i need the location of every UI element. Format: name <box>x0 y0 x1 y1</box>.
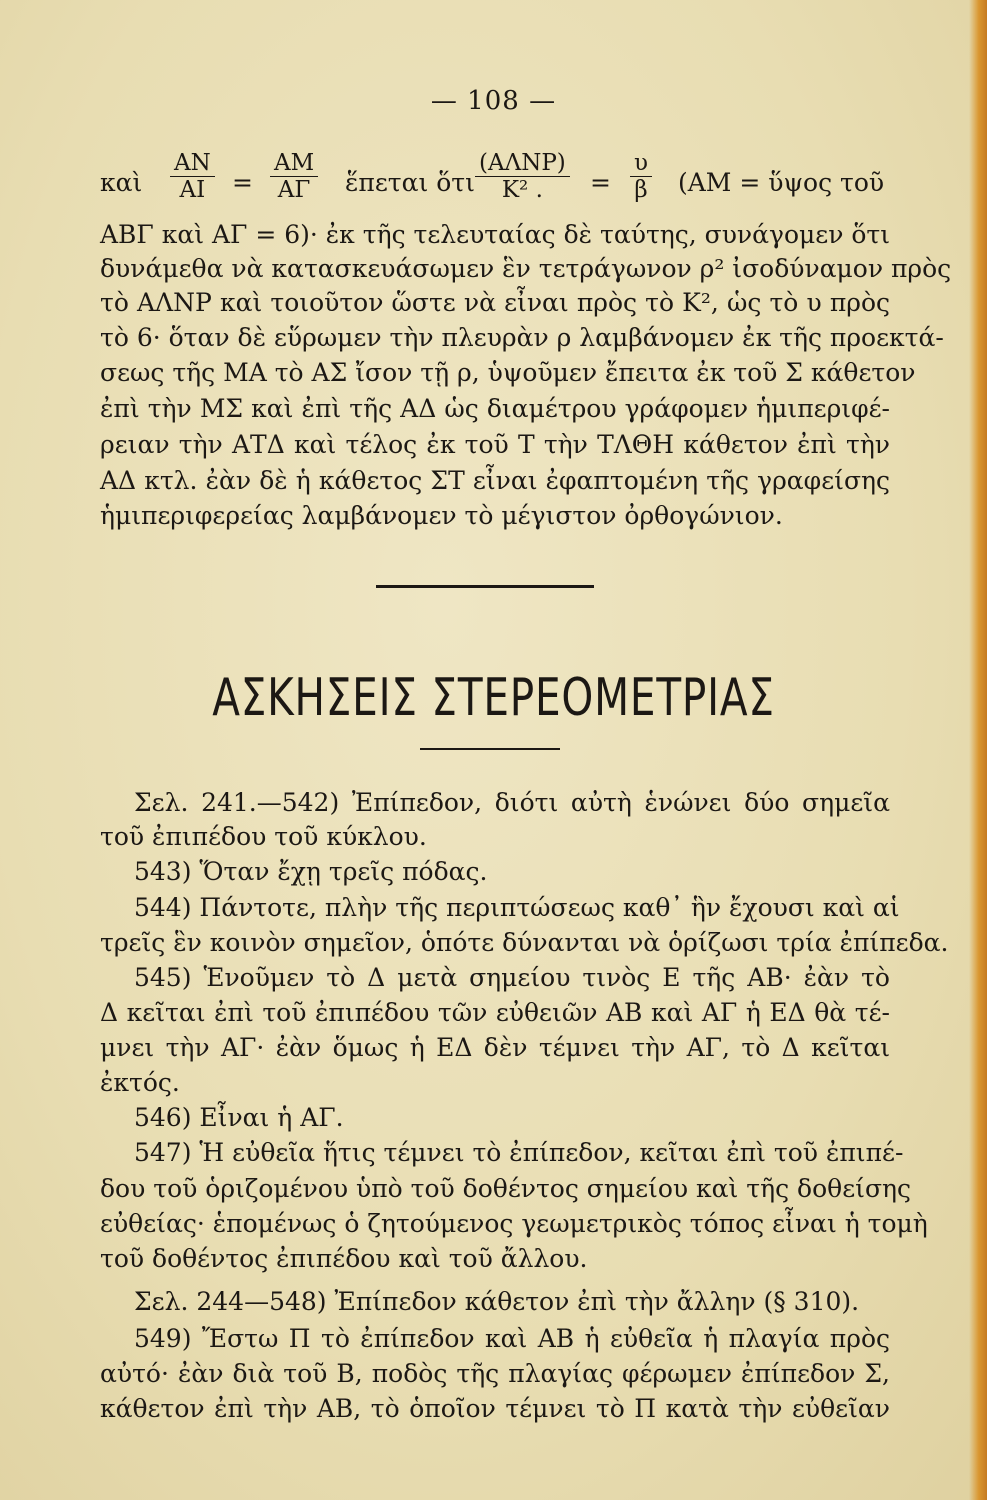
paragraph-line: σεως τῆς ΜΑ τὸ ΑΣ ἴσον τῇ ρ, ὑψοῦμεν ἔπειτα ἐκ τοῦ Σ κάθετον <box>100 358 916 387</box>
fraction-alnr-k2 <box>475 150 570 203</box>
fraction-denominator: Κ² . <box>501 177 543 203</box>
exercise-line: 549) Ἔστω Π τὸ ἐπίπεδον καὶ ΑΒ ἡ εὐθεῖα ἡ πλαγία πρὸς <box>134 1324 890 1353</box>
section-heading: ΑΣΚΗΣΕΙΣ ΣΤΕΡΕΟΜΕΤΡΙΑΣ <box>212 668 775 728</box>
fraction-denominator: β <box>634 177 648 203</box>
exercise-line: 543) Ὅταν ἔχῃ τρεῖς πόδας. <box>134 857 488 886</box>
exercise-line: 544) Πάντοτε, πλὴν τῆς περιπτώσεως καθ᾽ ἣν ἔχουσι καὶ αἱ <box>134 893 900 922</box>
fraction-denominator: ΑΙ <box>179 177 206 203</box>
exercise-line: κάθετον ἐπὶ τὴν ΑΒ, τὸ ὁποῖον τέμνει τὸ Π κατὰ τὴν εὐθεῖαν <box>100 1394 890 1423</box>
fraction-am-ag <box>270 150 318 203</box>
exercise-line: τοῦ ἐπιπέδου τοῦ κύκλου. <box>100 822 427 851</box>
formula-word-and: καὶ <box>100 168 143 197</box>
paragraph-line: ρειαν τὴν ΑΤΔ καὶ τέλος ἐκ τοῦ Τ τὴν ΤΛΘΗ κάθετον ἐπὶ τὴν <box>100 430 890 459</box>
exercise-line: τοῦ δοθέντος ἐπιπέδου καὶ τοῦ ἄλλου. <box>100 1244 588 1273</box>
paragraph-line: ἐπὶ τὴν ΜΣ καὶ ἐπὶ τῆς ΑΔ ὡς διαμέτρου γράφομεν ἡμιπεριφέ- <box>100 394 890 423</box>
paragraph-line: ΑΔ κτλ. ἐὰν δὲ ἡ κάθετος ΣΤ εἶναι ἐφαπτομένη τῆς γραφείσης <box>100 466 890 495</box>
exercise-line: μνει τὴν ΑΓ· ἐὰν ὅμως ἡ ΕΔ δὲν τέμνει τὴν ΑΓ, τὸ Δ κεῖται <box>100 1033 890 1062</box>
formula-follows-text: ἕπεται ὅτι <box>345 168 475 197</box>
exercise-line: εὐθείας· ἑπομένως ὁ ζητούμενος γεωμετρικὸς τόπος εἶναι ἡ τομὴ <box>100 1209 928 1238</box>
fraction-numerator: ΑΜ <box>270 150 318 177</box>
paragraph-line: τὸ 6· ὅταν δὲ εὕρωμεν τὴν πλευρὰν ρ λαμβάνομεν ἐκ τῆς προεκτά- <box>100 323 944 352</box>
fraction-denominator: ΑΓ <box>277 177 311 203</box>
formula-line <box>100 150 890 210</box>
equals-sign: = <box>590 168 611 197</box>
exercise-line: Σελ. 244—548) Ἐπίπεδον κάθετον ἐπὶ τὴν ἄλλην (§ 310). <box>134 1287 860 1316</box>
exercise-line: Σελ. 241.—542) Ἐπίπεδον, διότι αὐτὴ ἑνώνει δύο σημεῖα <box>134 788 890 817</box>
exercise-line: 547) Ἡ εὐθεῖα ἥτις τέμνει τὸ ἐπίπεδον, κεῖται ἐπὶ τοῦ ἐπιπέ- <box>134 1138 904 1167</box>
exercise-line: 545) Ἑνοῦμεν τὸ Δ μετὰ σημείου τινὸς Ε τῆς ΑΒ· ἐὰν τὸ <box>134 963 890 992</box>
exercise-line: δου τοῦ ὁριζομένου ὑπὸ τοῦ δοθέντος σημείου καὶ τῆς δοθείσης <box>100 1174 912 1203</box>
fraction-numerator: ΑΝ <box>170 150 215 177</box>
heading-underline <box>420 748 560 750</box>
paragraph-line: τὸ ΑΛΝΡ καὶ τοιοῦτον ὥστε νὰ εἶναι πρὸς τὸ Κ², ὡς τὸ υ πρὸς <box>100 288 890 317</box>
equals-sign: = <box>232 168 253 197</box>
fraction-u-b <box>630 150 652 203</box>
fraction-an-ai <box>170 150 215 203</box>
paragraph-line: ἡμιπεριφερείας λαμβάνομεν τὸ μέγιστον ὀρθογώνιον. <box>100 501 783 530</box>
exercise-line: τρεῖς ἓν κοινὸν σημεῖον, ὁπότε δύνανται νὰ ὁρίζωσι τρία ἐπίπεδα. <box>100 928 949 957</box>
exercise-line: 546) Εἶναι ἡ ΑΓ. <box>134 1103 344 1132</box>
paragraph-line: δυνάμεθα νὰ κατασκευάσωμεν ἓν τετράγωνον ρ² ἰσοδύναμον πρὸς <box>100 254 952 283</box>
page-edge <box>969 0 987 1500</box>
exercise-line: Δ κεῖται ἐπὶ τοῦ ἐπιπέδου τῶν εὐθειῶν ΑΒ καὶ ΑΓ ἡ ΕΔ θὰ τέ- <box>100 998 890 1027</box>
fraction-numerator: υ <box>630 150 652 177</box>
exercise-line: ἐκτός. <box>100 1068 180 1097</box>
exercise-line: αὐτό· ἐὰν διὰ τοῦ Β, ποδὸς τῆς πλαγίας φέρωμεν ἐπίπεδον Σ, <box>100 1359 890 1388</box>
section-divider <box>376 585 594 588</box>
formula-tail-text: (ΑΜ = ὕψος τοῦ <box>678 168 885 197</box>
paragraph-line: ΑΒΓ καὶ ΑΓ = 6)· ἐκ τῆς τελευταίας δὲ ταύτης, συνάγομεν ὅτι <box>100 220 891 249</box>
page-number: — 108 — <box>430 86 557 116</box>
fraction-numerator: (ΑΛΝΡ) <box>475 150 570 177</box>
